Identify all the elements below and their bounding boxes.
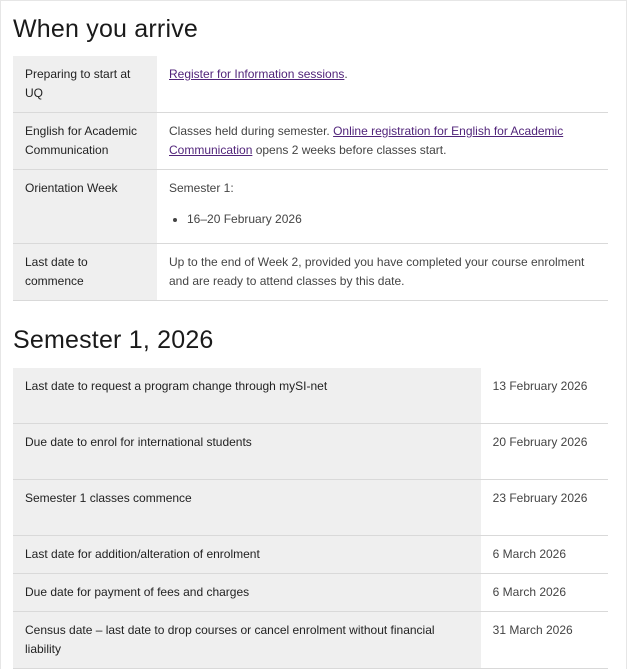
row-label: Last date to request a program change through mySI-net	[13, 368, 481, 424]
table-row	[13, 244, 608, 301]
table-row	[13, 368, 608, 424]
table-row	[13, 56, 608, 113]
arrival-table	[13, 56, 608, 301]
row-date: 23 February 2026	[481, 480, 608, 536]
table-row	[13, 170, 608, 244]
row-date: 6 March 2026	[481, 536, 608, 574]
eac-online-registration-link[interactable]: Online registration for English for Academic Communication	[169, 124, 564, 157]
table-row	[13, 536, 608, 574]
row-label: Last date to commence	[13, 244, 157, 301]
row-label: Due date for payment of fees and charges	[13, 574, 481, 612]
row-label: Semester 1 classes commence	[13, 480, 481, 536]
semester-dates-table	[13, 368, 608, 669]
table-row	[13, 480, 608, 536]
row-text: .	[344, 67, 348, 81]
row-date: 13 February 2026	[481, 368, 608, 424]
row-date: 20 February 2026	[481, 424, 608, 480]
semester-heading: Semester 1, 2026	[13, 326, 214, 354]
row-label: Preparing to start at UQ	[13, 56, 157, 113]
row-date: 31 March 2026	[481, 612, 608, 669]
when-you-arrive-heading: When you arrive	[13, 15, 199, 43]
table-row	[13, 113, 608, 170]
row-label: Last date for addition/alteration of enrolment	[13, 536, 481, 574]
row-value	[157, 56, 608, 113]
table-row	[13, 424, 608, 480]
row-text: Classes held during semester.	[169, 124, 334, 138]
list-item: • 16–20 February 2026	[187, 210, 596, 229]
row-value: Up to the end of Week 2, provided you have completed your course enrolment and are ready to attend classes by this date.	[157, 244, 608, 301]
row-value	[157, 170, 608, 244]
row-label: Census date – last date to drop courses or cancel enrolment without financial liability	[13, 612, 481, 669]
row-label: English for Academic Communication	[13, 113, 157, 170]
row-label: Due date to enrol for international students	[13, 424, 481, 480]
table-row	[13, 612, 608, 669]
row-text: opens 2 weeks before classes start.	[252, 143, 447, 157]
row-value	[157, 113, 608, 170]
table-row	[13, 574, 608, 612]
register-info-sessions-link[interactable]: Register for Information sessions	[169, 67, 345, 81]
row-label: Orientation Week	[13, 170, 157, 244]
row-date: 6 March 2026	[481, 574, 608, 612]
row-text: Semester 1:	[169, 181, 234, 195]
date-list	[169, 210, 596, 229]
